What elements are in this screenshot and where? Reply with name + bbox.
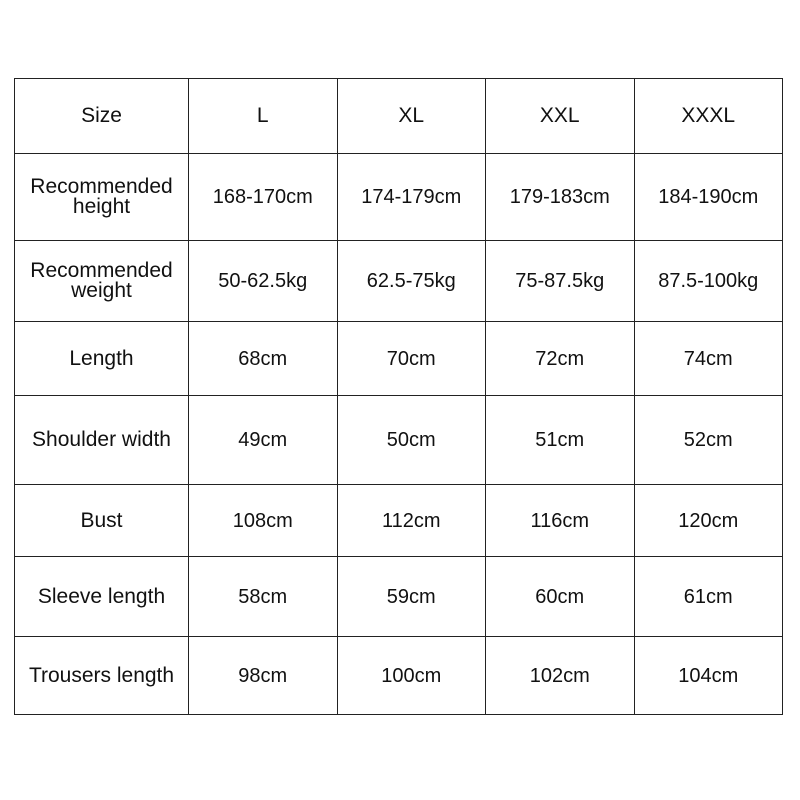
table-cell: 70cm bbox=[337, 322, 486, 396]
row-label: Recommended height bbox=[15, 154, 189, 241]
table-cell: 116cm bbox=[486, 485, 635, 557]
row-label: Bust bbox=[15, 485, 189, 557]
table-cell: 168-170cm bbox=[189, 154, 338, 241]
table-cell: 100cm bbox=[337, 637, 486, 715]
header-size-xxxl: XXXL bbox=[634, 79, 783, 154]
table-row-bust bbox=[15, 485, 783, 557]
table-cell: 112cm bbox=[337, 485, 486, 557]
header-row bbox=[15, 79, 783, 154]
header-size-xxl: XXL bbox=[486, 79, 635, 154]
table-cell: 61cm bbox=[634, 557, 783, 637]
header-size-l: L bbox=[189, 79, 338, 154]
table-cell: 102cm bbox=[486, 637, 635, 715]
table-cell: 108cm bbox=[189, 485, 338, 557]
header-size-xl: XL bbox=[337, 79, 486, 154]
table-row-recommended-height bbox=[15, 154, 783, 241]
table-row-length bbox=[15, 322, 783, 396]
table-cell: 62.5-75kg bbox=[337, 241, 486, 322]
table-row-shoulder-width bbox=[15, 396, 783, 485]
row-label: Trousers length bbox=[15, 637, 189, 715]
table-cell: 59cm bbox=[337, 557, 486, 637]
table-cell: 72cm bbox=[486, 322, 635, 396]
row-label: Sleeve length bbox=[15, 557, 189, 637]
table-cell: 179-183cm bbox=[486, 154, 635, 241]
table-cell: 98cm bbox=[189, 637, 338, 715]
table-cell: 74cm bbox=[634, 322, 783, 396]
table-cell: 50cm bbox=[337, 396, 486, 485]
table-cell: 60cm bbox=[486, 557, 635, 637]
table-row-recommended-weight bbox=[15, 241, 783, 322]
row-label: Recommended weight bbox=[15, 241, 189, 322]
header-size-label: Size bbox=[15, 79, 189, 154]
table-cell: 58cm bbox=[189, 557, 338, 637]
row-label: Shoulder width bbox=[15, 396, 189, 485]
row-label: Length bbox=[15, 322, 189, 396]
table-cell: 50-62.5kg bbox=[189, 241, 338, 322]
table-cell: 104cm bbox=[634, 637, 783, 715]
size-chart-table bbox=[14, 78, 783, 715]
table-cell: 51cm bbox=[486, 396, 635, 485]
table-cell: 75-87.5kg bbox=[486, 241, 635, 322]
table-cell: 49cm bbox=[189, 396, 338, 485]
table-cell: 87.5-100kg bbox=[634, 241, 783, 322]
table-cell: 52cm bbox=[634, 396, 783, 485]
table-cell: 174-179cm bbox=[337, 154, 486, 241]
table-row-sleeve-length bbox=[15, 557, 783, 637]
table-row-trousers-length bbox=[15, 637, 783, 715]
table-cell: 68cm bbox=[189, 322, 338, 396]
table-cell: 120cm bbox=[634, 485, 783, 557]
table-cell: 184-190cm bbox=[634, 154, 783, 241]
